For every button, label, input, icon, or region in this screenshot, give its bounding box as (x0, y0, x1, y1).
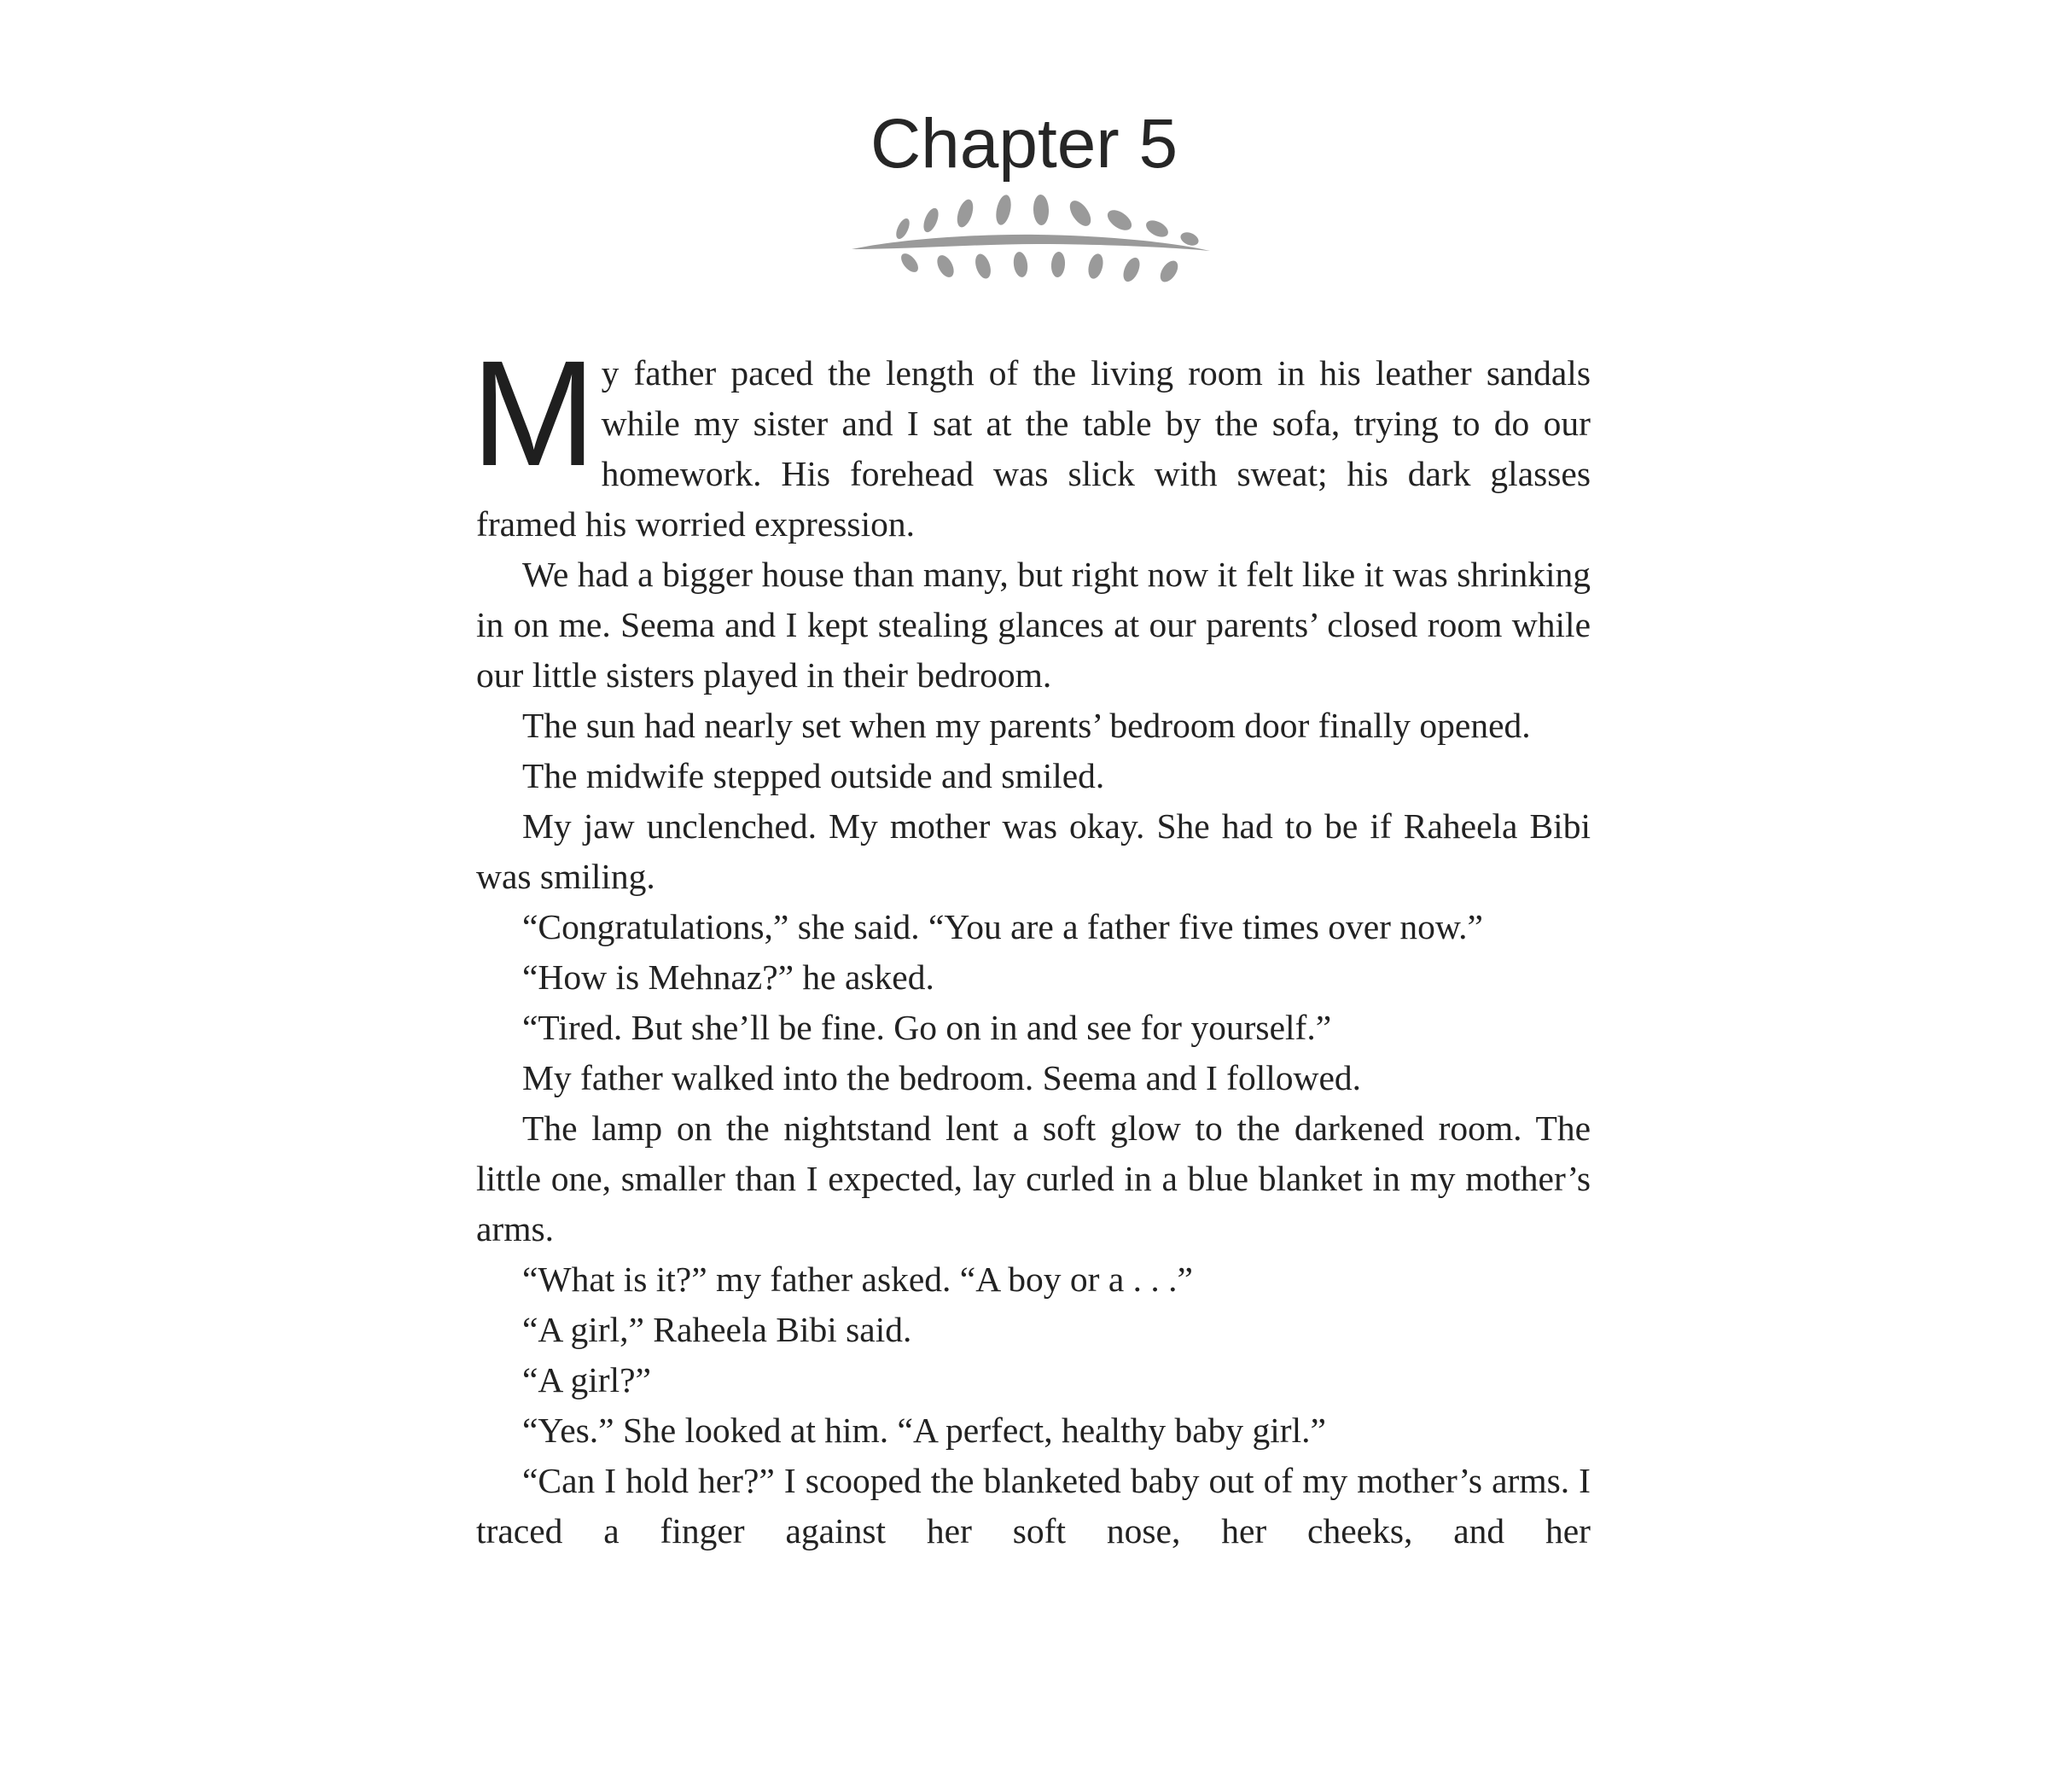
leaf-vine-divider-icon (850, 195, 1212, 288)
drop-cap: M (471, 330, 596, 497)
paragraph-1-text: y father paced the length of the living room in his leather sandals while my sister and I sat at the table by the sofa, trying to do our homework. His forehead was slick with sweat; his dark glasses framed his worried expression. (476, 353, 1591, 544)
paragraph-3: The sun had nearly set when my parents’ bedroom door finally opened. (522, 706, 1531, 745)
paragraph-11: “What is it?” my father asked. “A boy or a . . .” (522, 1260, 1193, 1299)
paragraph-6: “Congratulations,” she said. “You are a father five times over now.” (522, 907, 1483, 946)
paragraph-13: “A girl?” (522, 1360, 651, 1399)
paragraph-9: My father walked into the bedroom. Seema and I followed. (522, 1058, 1362, 1097)
paragraph-1 (471, 330, 1591, 550)
paragraph-7: “How is Mehnaz?” he asked. (522, 957, 934, 997)
paragraph-8: “Tired. But she’ll be fine. Go on in and see for yourself.” (522, 1008, 1332, 1047)
paragraph-5: My jaw unclenched. My mother was okay. She had to be if Raheela Bibi was smiling. (476, 806, 1591, 896)
paragraph-2: We had a bigger house than many, but right now it felt like it was shrinking in on me. Seema and I kept stealing glances at our parents’ closed room while our little sisters played in their bedroom. (476, 555, 1591, 695)
chapter-title: Chapter 5 (870, 105, 1178, 183)
paragraph-15: “Can I hold her?” I scooped the blanketed baby out of my mother’s arms. I traced a finger against her soft nose, her cheeks, and her (476, 1461, 1591, 1551)
paragraph-10: The lamp on the nightstand lent a soft glow to the darkened room. The little one, smaller than I expected, lay curled in a blue blanket in my mother’s arms. (476, 1108, 1591, 1248)
paragraph-4: The midwife stepped outside and smiled. (522, 756, 1105, 795)
chapter-body (471, 330, 1591, 1556)
paragraph-14: “Yes.” She looked at him. “A perfect, healthy baby girl.” (522, 1411, 1326, 1450)
paragraph-12: “A girl,” Raheela Bibi said. (522, 1310, 912, 1349)
